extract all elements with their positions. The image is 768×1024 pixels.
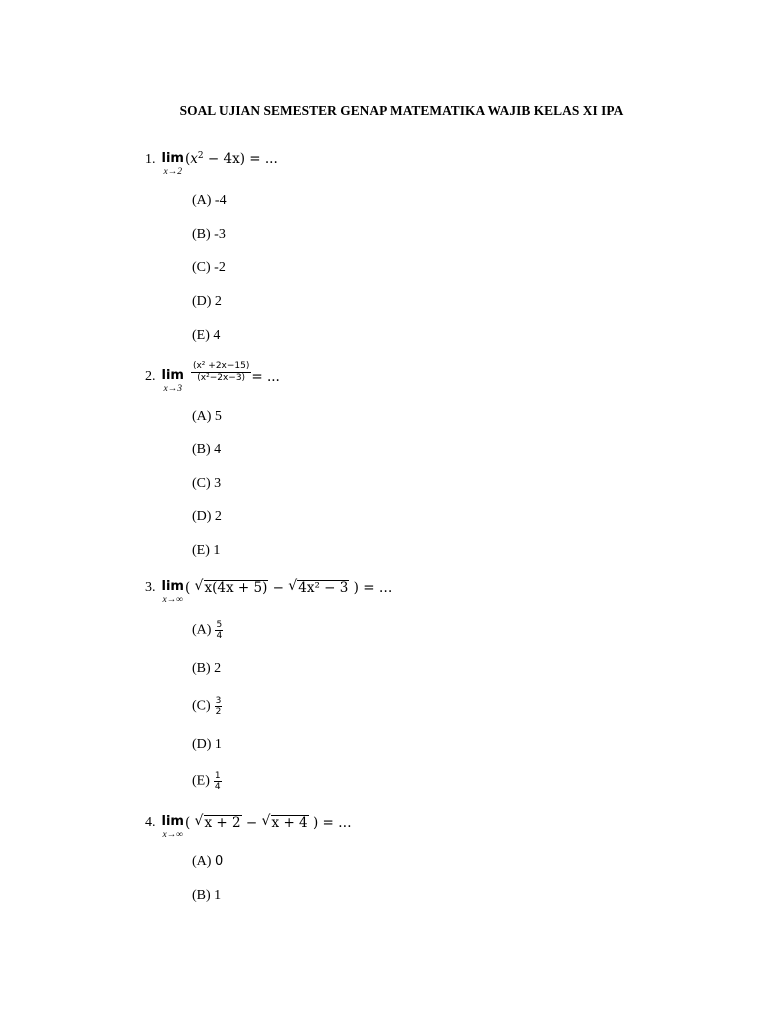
limit-expression bbox=[185, 580, 392, 595]
limit-expression bbox=[185, 152, 278, 166]
radicand-1: x + 2 bbox=[204, 815, 241, 831]
lim-subscript: x→∞ bbox=[162, 595, 183, 605]
fraction-numerator: 1 bbox=[214, 771, 221, 781]
q2-option-e: (E) 1 bbox=[192, 543, 221, 558]
fraction-denominator: 4 bbox=[214, 782, 221, 792]
fraction-denominator: 4 bbox=[216, 631, 223, 641]
q2-option-c: (C) 3 bbox=[192, 476, 222, 491]
radicand-2: 4x² − 3 bbox=[298, 580, 349, 596]
lim-subscript: x→3 bbox=[163, 384, 182, 394]
q3-option-d: (D) 1 bbox=[192, 737, 222, 752]
q3-option-e bbox=[192, 771, 222, 792]
sqrt-term-1 bbox=[195, 815, 242, 830]
sqrt-term-2 bbox=[288, 580, 349, 595]
option-fraction bbox=[215, 620, 223, 641]
option-fraction bbox=[215, 696, 223, 717]
lim-subscript: x→2 bbox=[163, 167, 182, 177]
q1-option-d: (D) 2 bbox=[192, 294, 222, 309]
lim-word: lim bbox=[161, 368, 184, 383]
limit-operator bbox=[162, 580, 184, 605]
expr-rest: = ... bbox=[251, 369, 280, 385]
question-number: 1. bbox=[145, 152, 156, 167]
limit-operator bbox=[162, 152, 184, 177]
lim-word: lim bbox=[161, 814, 184, 829]
fraction-denominator: 2 bbox=[215, 707, 222, 717]
option-label: (C) bbox=[192, 698, 211, 714]
expr-open-paren: ( bbox=[184, 815, 195, 831]
expr-open-paren: ( bbox=[184, 580, 195, 596]
question-1 bbox=[145, 152, 278, 177]
expr-close: ) = … bbox=[349, 580, 393, 596]
q3-option-b: (B) 2 bbox=[192, 661, 222, 676]
q3-option-c bbox=[192, 696, 222, 717]
question-number: 3. bbox=[145, 580, 156, 595]
q2-option-b: (B) 4 bbox=[192, 442, 222, 457]
expr-exponent: 2 bbox=[197, 151, 204, 161]
question-3 bbox=[145, 580, 392, 605]
expr-open-paren: ( bbox=[184, 151, 191, 167]
q2-option-d: (D) 2 bbox=[192, 509, 222, 524]
q1-option-b: (B) -3 bbox=[192, 227, 226, 242]
q4-option-b: (B) 1 bbox=[192, 888, 222, 903]
option-value: 0 bbox=[214, 854, 224, 869]
radicand-2: x + 4 bbox=[271, 815, 308, 831]
q1-option-e: (E) 4 bbox=[192, 328, 221, 343]
fraction-denominator: (x²−2x−3) bbox=[197, 373, 246, 383]
sqrt-term-1 bbox=[195, 580, 269, 595]
option-label: (A) bbox=[192, 622, 212, 638]
limit-operator bbox=[162, 369, 184, 394]
q1-option-c: (C) -2 bbox=[192, 260, 226, 275]
q3-option-a bbox=[192, 620, 223, 641]
radicand-1: x(4x + 5) bbox=[204, 580, 268, 596]
question-4 bbox=[145, 815, 352, 840]
fraction-numerator: 3 bbox=[215, 696, 222, 706]
limit-operator bbox=[162, 815, 184, 840]
lim-subscript: x→∞ bbox=[162, 830, 183, 840]
expr-rest: − 4x) = ... bbox=[203, 151, 278, 167]
q1-option-a: (A) -4 bbox=[192, 193, 227, 208]
document-title: SOAL UJIAN SEMESTER GENAP MATEMATIKA WAJIB KELAS XI IPA bbox=[179, 103, 624, 118]
option-fraction bbox=[214, 771, 222, 792]
question-number: 4. bbox=[145, 815, 156, 830]
question-number: 2. bbox=[145, 369, 156, 384]
fraction-numerator: (x² +2x−15) bbox=[192, 361, 250, 371]
lim-word: lim bbox=[161, 151, 184, 166]
limit-expression bbox=[185, 815, 352, 830]
question-2 bbox=[145, 361, 280, 394]
expr-minus: − bbox=[268, 580, 289, 596]
limit-fraction bbox=[191, 361, 251, 384]
expr-minus: − bbox=[241, 815, 262, 831]
lim-word: lim bbox=[161, 579, 184, 594]
q2-option-a: (A) 5 bbox=[192, 409, 222, 424]
q4-option-a bbox=[192, 854, 223, 870]
option-label: (A) bbox=[192, 854, 212, 869]
sqrt-term-2 bbox=[262, 815, 309, 830]
fraction-numerator: 5 bbox=[216, 620, 223, 630]
expr-close: ) = … bbox=[308, 815, 352, 831]
option-label: (E) bbox=[192, 773, 210, 789]
expr-variable: x bbox=[190, 151, 198, 167]
